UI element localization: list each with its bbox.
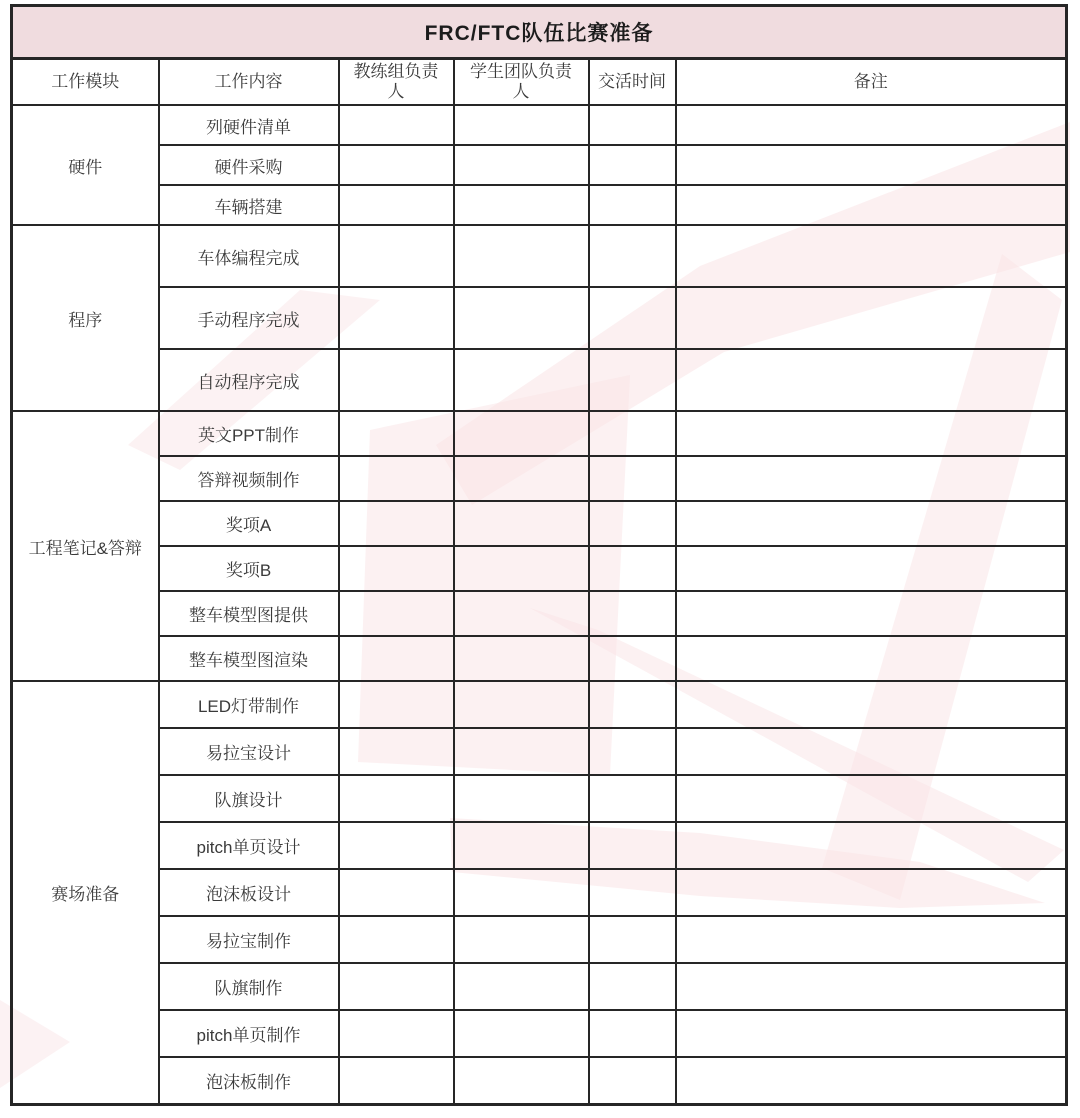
coach-cell (339, 1010, 454, 1057)
student-cell (454, 287, 589, 349)
module-cell: 硬件 (12, 105, 159, 225)
task-cell: 奖项A (159, 501, 339, 546)
task-row (12, 822, 1067, 869)
time-cell (589, 1057, 676, 1105)
student-cell (454, 456, 589, 501)
column-header-student: 学生团队负责 人 (454, 59, 589, 106)
student-cell (454, 822, 589, 869)
task-cell: pitch单页制作 (159, 1010, 339, 1057)
student-cell (454, 728, 589, 775)
remark-cell (676, 1057, 1067, 1105)
remark-cell (676, 591, 1067, 636)
task-cell: 奖项B (159, 546, 339, 591)
time-cell (589, 456, 676, 501)
task-cell: 易拉宝设计 (159, 728, 339, 775)
coach-cell (339, 728, 454, 775)
remark-cell (676, 225, 1067, 287)
remark-cell (676, 822, 1067, 869)
remark-cell (676, 1010, 1067, 1057)
coach-cell (339, 287, 454, 349)
task-row (12, 1010, 1067, 1057)
coach-cell (339, 501, 454, 546)
column-header-coach: 教练组负责 人 (339, 59, 454, 106)
task-cell: 列硬件清单 (159, 105, 339, 145)
task-row (12, 1057, 1067, 1105)
task-row (12, 591, 1067, 636)
module-cell: 赛场准备 (12, 681, 159, 1105)
time-cell (589, 546, 676, 591)
time-cell (589, 105, 676, 145)
remark-cell (676, 869, 1067, 916)
remark-cell (676, 546, 1067, 591)
time-cell (589, 411, 676, 456)
task-cell: 整车模型图渲染 (159, 636, 339, 681)
coach-cell (339, 456, 454, 501)
student-cell (454, 225, 589, 287)
task-cell: 队旗制作 (159, 963, 339, 1010)
remark-cell (676, 963, 1067, 1010)
remark-cell (676, 728, 1067, 775)
task-row (12, 287, 1067, 349)
time-cell (589, 185, 676, 225)
remark-cell (676, 349, 1067, 411)
task-row (12, 349, 1067, 411)
student-cell (454, 501, 589, 546)
time-cell (589, 225, 676, 287)
coach-cell (339, 822, 454, 869)
title-row (12, 6, 1067, 59)
time-cell (589, 145, 676, 185)
task-cell: 英文PPT制作 (159, 411, 339, 456)
task-row (12, 546, 1067, 591)
task-cell: 整车模型图提供 (159, 591, 339, 636)
student-cell (454, 411, 589, 456)
remark-cell (676, 775, 1067, 822)
student-cell (454, 185, 589, 225)
task-cell: 手动程序完成 (159, 287, 339, 349)
student-cell (454, 1010, 589, 1057)
header-row (12, 59, 1067, 106)
remark-cell (676, 105, 1067, 145)
column-header-content: 工作内容 (159, 59, 339, 106)
remark-cell (676, 501, 1067, 546)
student-cell (454, 591, 589, 636)
time-cell (589, 822, 676, 869)
task-cell: LED灯带制作 (159, 681, 339, 728)
task-row (12, 916, 1067, 963)
task-cell: 易拉宝制作 (159, 916, 339, 963)
task-row (12, 456, 1067, 501)
task-cell: 自动程序完成 (159, 349, 339, 411)
coach-cell (339, 681, 454, 728)
time-cell (589, 775, 676, 822)
coach-cell (339, 546, 454, 591)
task-cell: 硬件采购 (159, 145, 339, 185)
remark-cell (676, 145, 1067, 185)
remark-cell (676, 916, 1067, 963)
task-row (12, 869, 1067, 916)
time-cell (589, 869, 676, 916)
task-row (12, 105, 1067, 145)
remark-cell (676, 636, 1067, 681)
task-cell: 队旗设计 (159, 775, 339, 822)
coach-cell (339, 411, 454, 456)
coach-cell (339, 591, 454, 636)
column-header-remark: 备注 (676, 59, 1067, 106)
remark-cell (676, 287, 1067, 349)
competition-prep-table (10, 4, 1068, 1106)
student-cell (454, 775, 589, 822)
coach-cell (339, 1057, 454, 1105)
task-row (12, 681, 1067, 728)
remark-cell (676, 411, 1067, 456)
task-row (12, 775, 1067, 822)
coach-cell (339, 185, 454, 225)
coach-cell (339, 636, 454, 681)
time-cell (589, 681, 676, 728)
time-cell (589, 916, 676, 963)
time-cell (589, 287, 676, 349)
task-cell: pitch单页设计 (159, 822, 339, 869)
task-cell: 答辩视频制作 (159, 456, 339, 501)
student-cell (454, 681, 589, 728)
task-cell: 泡沫板设计 (159, 869, 339, 916)
coach-cell (339, 963, 454, 1010)
student-cell (454, 546, 589, 591)
module-cell: 工程笔记&答辩 (12, 411, 159, 681)
time-cell (589, 501, 676, 546)
time-cell (589, 728, 676, 775)
time-cell (589, 1010, 676, 1057)
remark-cell (676, 681, 1067, 728)
student-cell (454, 869, 589, 916)
coach-cell (339, 775, 454, 822)
student-cell (454, 145, 589, 185)
student-cell (454, 349, 589, 411)
table-title: FRC/FTC队伍比赛准备 (12, 6, 1067, 59)
module-cell: 程序 (12, 225, 159, 411)
coach-cell (339, 145, 454, 185)
time-cell (589, 963, 676, 1010)
task-row (12, 728, 1067, 775)
remark-cell (676, 456, 1067, 501)
coach-cell (339, 916, 454, 963)
task-row (12, 636, 1067, 681)
task-row (12, 225, 1067, 287)
column-header-time: 交活时间 (589, 59, 676, 106)
student-cell (454, 963, 589, 1010)
student-cell (454, 636, 589, 681)
time-cell (589, 349, 676, 411)
task-row (12, 501, 1067, 546)
coach-cell (339, 869, 454, 916)
task-cell: 车体编程完成 (159, 225, 339, 287)
task-row (12, 185, 1067, 225)
time-cell (589, 636, 676, 681)
task-row (12, 411, 1067, 456)
time-cell (589, 591, 676, 636)
remark-cell (676, 185, 1067, 225)
student-cell (454, 105, 589, 145)
coach-cell (339, 225, 454, 287)
column-header-module: 工作模块 (12, 59, 159, 106)
task-cell: 车辆搭建 (159, 185, 339, 225)
task-row (12, 145, 1067, 185)
student-cell (454, 1057, 589, 1105)
task-cell: 泡沫板制作 (159, 1057, 339, 1105)
student-cell (454, 916, 589, 963)
task-row (12, 963, 1067, 1010)
coach-cell (339, 105, 454, 145)
coach-cell (339, 349, 454, 411)
